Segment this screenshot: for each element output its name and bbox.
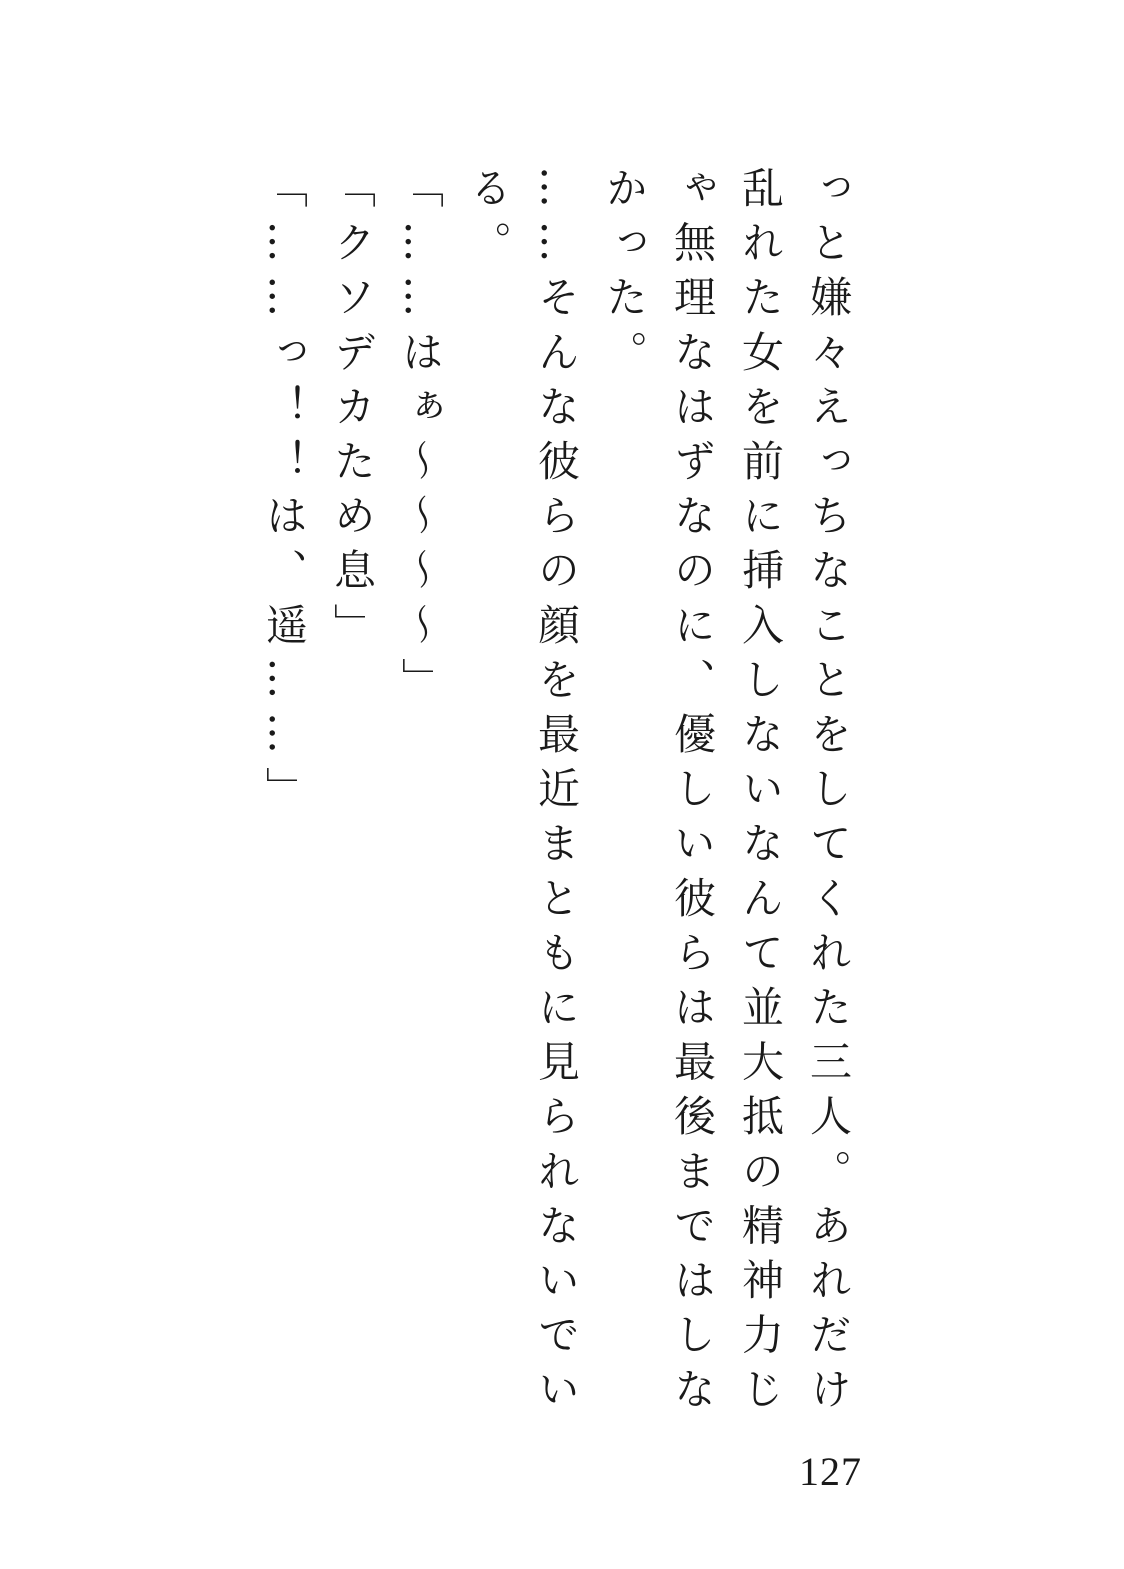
dialogue-line-2: 「クソデカため息」 (328, 166, 377, 658)
page-number: 127 (799, 1449, 862, 1494)
dialogue-line-3: 「……っ！！は、遥……」 (260, 166, 309, 822)
paragraph-narration-2: ……そんな彼らの顔を最近まともに見られないでいる。 (464, 166, 581, 1422)
vertical-text-block (250, 166, 862, 1426)
dialogue-line-1: 「……はぁ〜〜〜〜」 (396, 166, 445, 712)
paragraph-narration-1: っと嫌々えっちなことをしてくれた三人。あれだけ乱れた女を前に挿入しないなんて並大抵の精神力じゃ無理なはずなのに、優しい彼らは最後まではしなかった。 (600, 166, 853, 1422)
